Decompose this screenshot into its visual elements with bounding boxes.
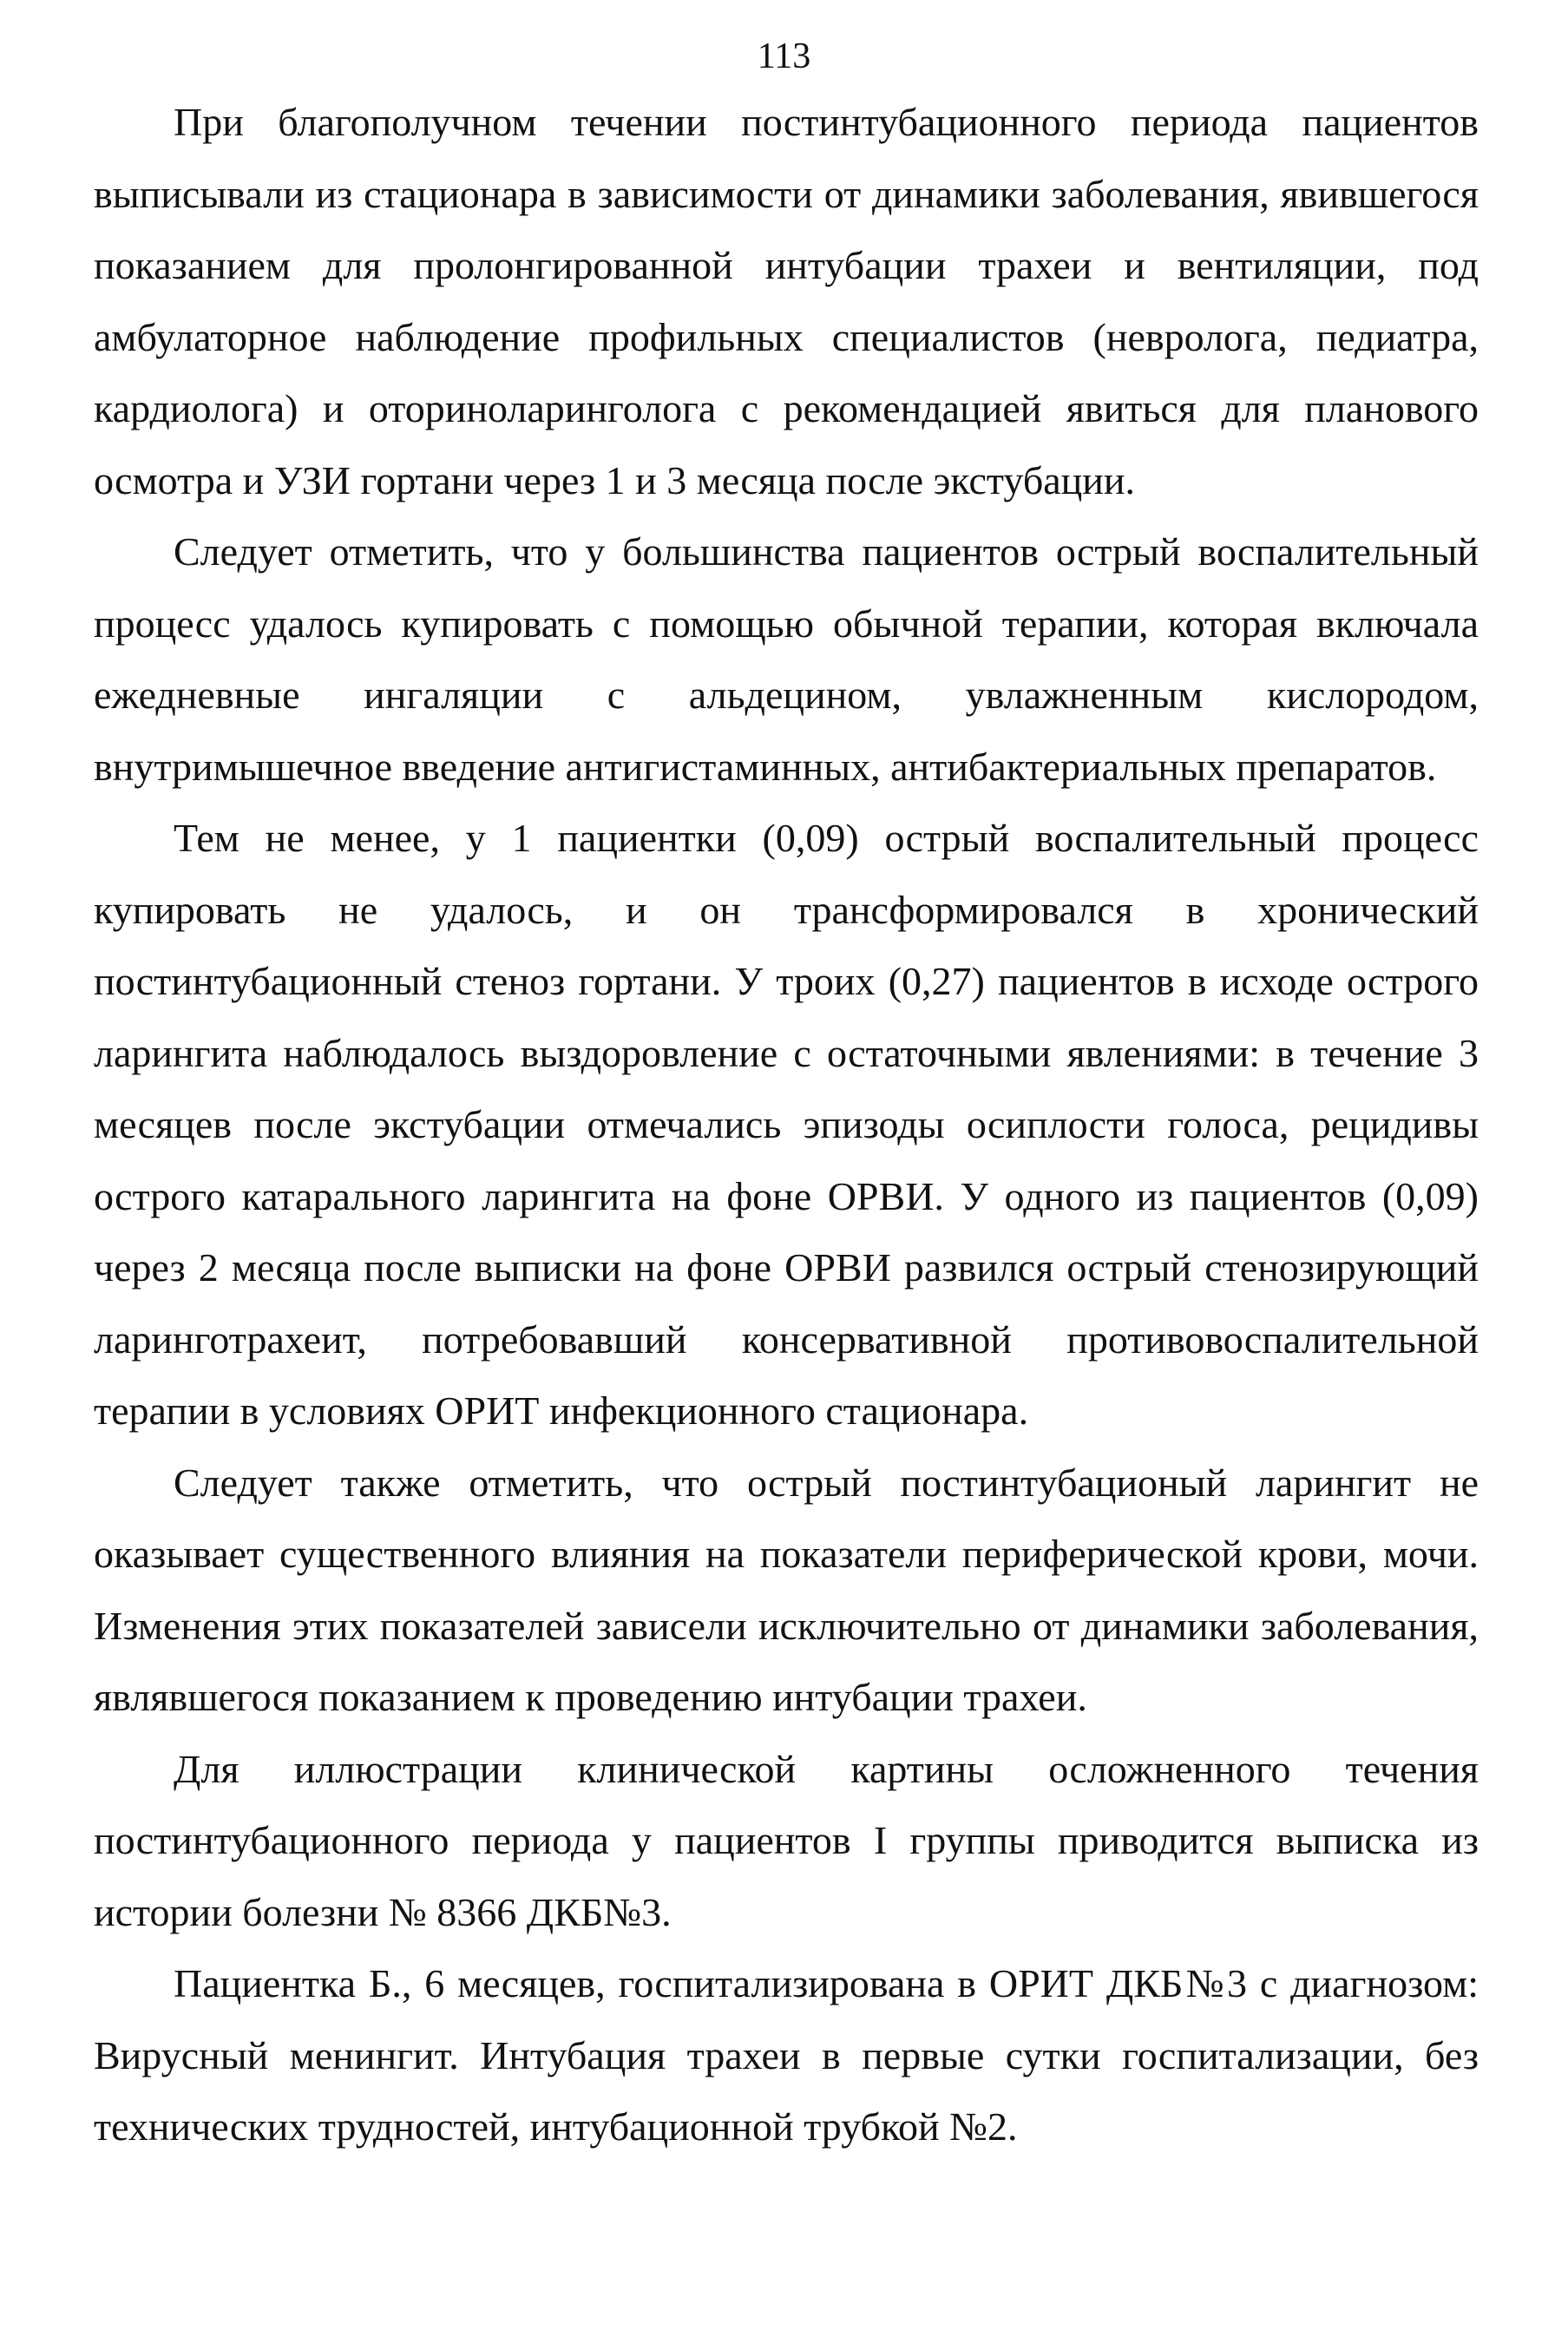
paragraph-standard-therapy: Следует отметить, что у большинства пациентов острый воспалительный процесс удалось купировать с помощью обычной терапии, которая включала ежедневные ингаляции с альдецином, увлажненным кислородом, внутримышечное введение антигистаминных, антибактериальных препаратов. <box>94 529 1479 789</box>
paragraph-discharge-followup: При благополучном течении постинтубационного периода пациентов выписывали из стационара в зависимости от динамики заболевания, явившегося показанием для пролонгированной интубации трахеи и вентиляции, под амбулаторное наблюдение профильных специалистов (невролога, педиатра, кардиолога) и оториноларинголога с рекомендацией явиться для планового осмотра и УЗИ гортани через 1 и 3 месяца после экстубации. <box>94 100 1479 502</box>
paragraph-complications: Тем не менее, у 1 пациентки (0,09) острый воспалительный процесс купировать не удалось, и он трансформировался в хронический постинтубационный стеноз гортани. У троих (0,27) пациентов в исходе острого ларингита наблюдалось выздоровление с остаточными явлениями: в течение 3 месяцев после экстубации отмечались эпизоды осиплости голоса, рецидивы острого катарального ларингита на фоне ОРВИ. У одного из пациентов (0,09) через 2 месяца после выписки на фоне ОРВИ развился острый стенозирующий ларинготрахеит, потребовавший консервативной противовоспалительной терапии в условиях ОРИТ инфекционного стационара. <box>94 816 1479 1433</box>
document-body <box>94 87 1479 2163</box>
page-number: 113 <box>757 36 811 76</box>
paragraph-case-intro: Для иллюстрации клинической картины осложненного течения постинтубационного периода у пациентов I группы приводится выписка из истории болезни № 8366 ДКБ№3. <box>94 1746 1479 1934</box>
paragraph-lab-indicators: Следует также отметить, что острый постинтубационый ларингит не оказывает существенного влияния на показатели периферической крови, мочи. Изменения этих показателей зависели исключительно от динамики заболевания, являвшегося показанием к проведению интубации трахеи. <box>94 1460 1479 1719</box>
paragraph-case-patient: Пациентка Б., 6 месяцев, госпитализирована в ОРИТ ДКБ№3 с диагнозом: Вирусный менингит. Интубация трахеи в первые сутки госпитализации, без технических трудностей, интубационной трубкой №2. <box>94 1961 1479 2149</box>
